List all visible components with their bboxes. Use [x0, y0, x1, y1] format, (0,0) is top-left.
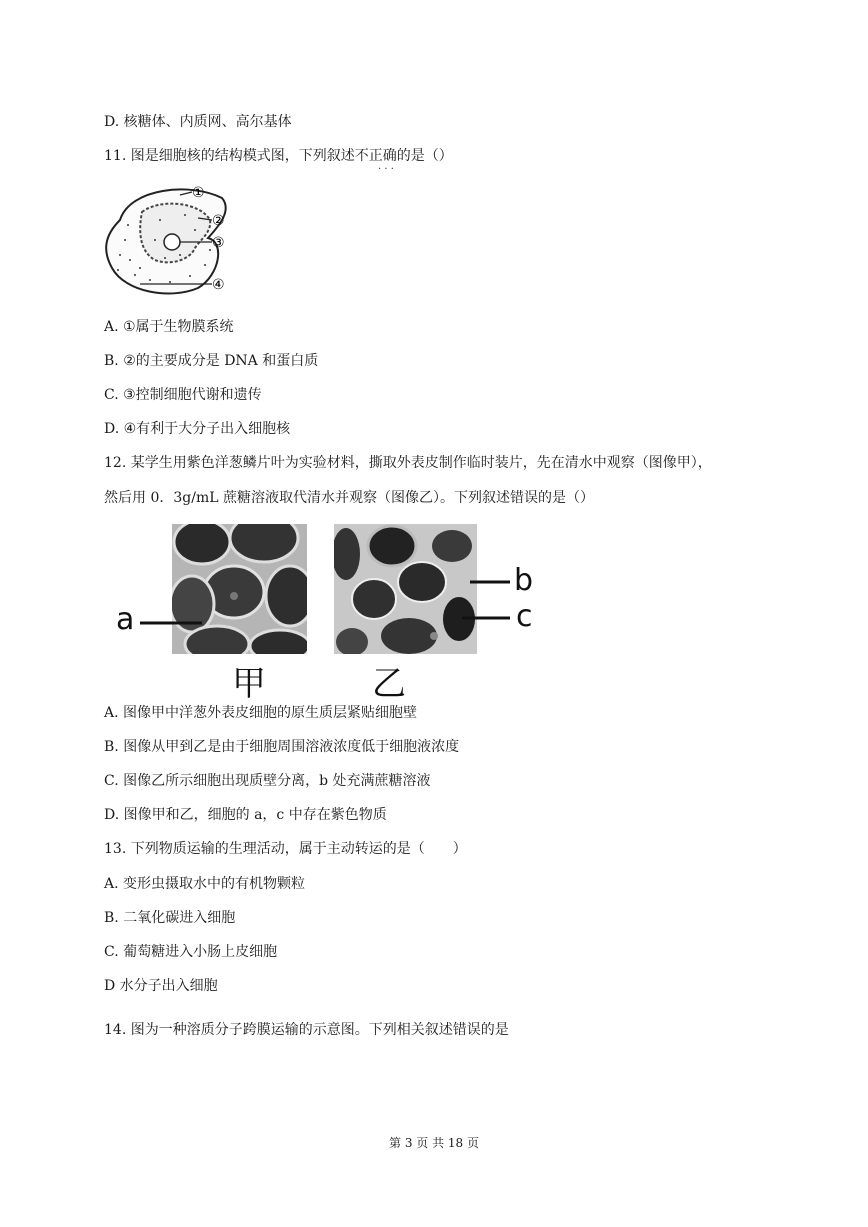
label-b: b: [514, 563, 534, 598]
q13-stem: 13. 下列物质运输的生理活动，属于主动转运的是（ ）: [104, 841, 467, 857]
q12-option-d: D. 图像甲和乙，细胞的 a，c 中存在紫色物质: [104, 807, 387, 823]
marker-3: ③: [212, 235, 225, 251]
q10-option-d: D. 核糖体、内质网、高尔基体: [104, 114, 292, 130]
q11-option-c: C. ③控制细胞代谢和遗传: [104, 387, 262, 403]
q12-option-c: C. 图像乙所示细胞出现质壁分离，b 处充满蔗糖溶液: [104, 773, 431, 789]
q14-stem: 14. 图为一种溶质分子跨膜运输的示意图。下列相关叙述错误的是: [104, 1022, 509, 1038]
label-c: c: [516, 599, 533, 634]
q12-option-a: A. 图像甲中洋葱外表皮细胞的原生质层紧贴细胞壁: [104, 705, 418, 721]
caption-yi: 乙: [372, 664, 406, 704]
q11-option-a: A. ①属于生物膜系统: [104, 319, 234, 335]
q12-stem-line1: 12. 某学生用紫色洋葱鳞片叶为实验材料，撕取外表皮制作临时装片，先在清水中观察（图像甲），: [104, 455, 712, 471]
q13-option-a: A. 变形虫摄取水中的有机物颗粒: [104, 876, 306, 892]
q11-option-b: B. ②的主要成分是 DNA 和蛋白质: [104, 353, 319, 369]
q11-stem: 11. 图是细胞核的结构模式图，下列叙述不正确的是（）: [104, 148, 453, 164]
q13-option-d: D 水分子出入细胞: [104, 978, 218, 994]
nucleolus: [164, 234, 180, 250]
label-a: a: [116, 602, 135, 637]
page-footer: 第 3 页 共 18 页: [389, 1136, 479, 1150]
q12-option-b: B. 图像从甲到乙是由于细胞周围溶液浓度低于细胞液浓度: [104, 739, 460, 755]
marker-4: ④: [212, 277, 225, 293]
q11-option-d: D. ④有利于大分子出入细胞核: [104, 421, 291, 437]
q13-option-b: B. 二氧化碳进入细胞: [104, 910, 236, 926]
micrograph-pointers: [110, 560, 550, 650]
caption-jia: 甲: [232, 664, 266, 704]
q12-stem-line2: 然后用 0．3g/mL 蔗糖溶液取代清水并观察（图像乙）。下列叙述错误的是（）: [104, 490, 594, 506]
marker-1: ①: [192, 185, 205, 201]
nucleus-diagram: [100, 180, 270, 300]
emphasis-dots: · · ·: [378, 164, 394, 175]
q13-option-c: C. 葡萄糖进入小肠上皮细胞: [104, 944, 278, 960]
marker-2: ②: [212, 213, 225, 229]
